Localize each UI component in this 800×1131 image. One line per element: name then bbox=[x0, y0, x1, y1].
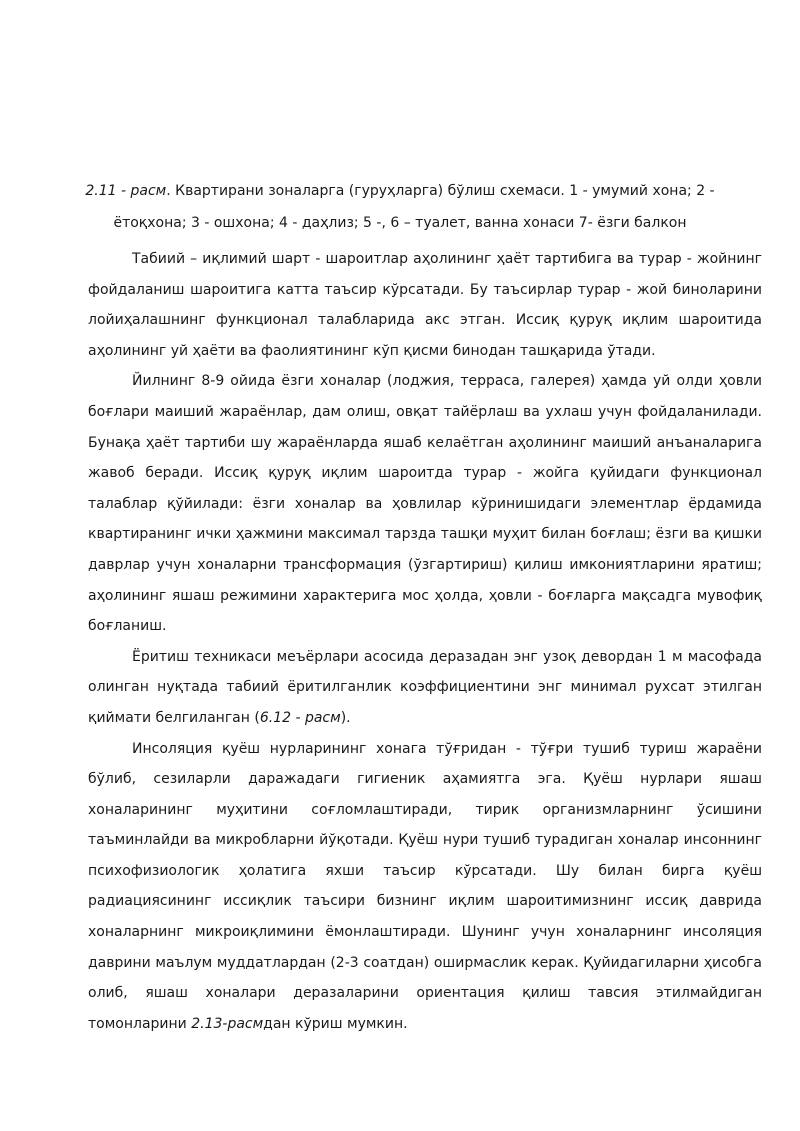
paragraph-lighting bbox=[88, 642, 762, 734]
figure-reference: 2.11 - расм bbox=[85, 183, 167, 199]
paragraph-summer-rooms: Йилнинг 8-9 ойида ёзги хоналар (лоджия, терраса, галерея) ҳамда уй олди ҳовли боғлари маиший жараёнлар, дам олиш, овқат тайёрлаш ва ухлаш учун фойдаланилади. Бунақа ҳаёт тартиби шу жараёнларда яшаб келаётган аҳолининг маиший анъаналарига жавоб беради. Иссиқ қуруқ иқлим шароитда турар - жойга қуйидаги функционал талаблар қўйилади: ёзги хоналар ва ҳовлилар кўринишидаги элементлар ёрдамида квартиранинг ички ҳажмини максимал тарзда ташқи муҳит билан боғлаш; ёзги ва қишки даврлар учун хоналарни трансформация (ўзгартириш) қилиш имкониятларини яратиш; аҳолининг яшаш режимини характерига мос ҳолда, ҳовли - боғларга мақсадга мувофиқ боғланиш. bbox=[88, 373, 762, 635]
lighting-text: Ёритиш техникаси меъёрлари асосида деразадан энг узоқ девордан 1 м масофада олинган нуқтада табиий ёритилганлик коэффициентини энг минимал рухсат этилган қиймати белгиланган ( bbox=[88, 648, 762, 726]
lighting-text-end: ). bbox=[340, 709, 351, 726]
figure-reference-6-12: 6.12 - расм bbox=[259, 709, 341, 726]
insolation-text-end: дан кўриш мумкин. bbox=[263, 1015, 408, 1032]
figure-reference-2-13: 2.13-расм bbox=[191, 1015, 264, 1032]
paragraph-insolation bbox=[88, 734, 762, 1040]
paragraph-climate: Табиий – иқлимий шарт - шароитлар аҳолининг ҳаёт тартибига ва турар - жойнинг фойдаланиш шароитига катта таъсир кўрсатади. Бу таъсирлар турар - жой биноларини лойиҳалашнинг функционал талабларида акс этган. Иссиқ қуруқ иқлим шароитида аҳолининг уй ҳаёти ва фаолиятининг кўп қисми бинодан ташқарида ўтади. bbox=[88, 251, 762, 359]
caption-text: . Квартирани зоналарга (гуруҳларга) бўлиш схемаси. 1 - умумий хона; 2 - ётоқхона; 3 - ошхона; 4 - даҳлиз; 5 -, 6 – туалет, ванна хонаси 7- ёзги балкон bbox=[113, 183, 715, 231]
figure-caption bbox=[62, 175, 738, 239]
body-text bbox=[88, 244, 762, 1039]
insolation-text: Инсоляция қуёш нурларининг хонага тўғридан - тўғри тушиб туриш жараёни бўлиб, сезиларли даражадаги гигиеник аҳамиятга эга. Қуёш нурлари яшаш хоналарининг муҳитини соғломлаштиради, тирик организмларнинг ўсишини таъминлайди ва микробларни йўқотади. Қуёш нури тушиб турадиган хоналар инсоннинг психофизиологик ҳолатига яхши таъсир кўрсатади. Шу билан бирга қуёш радиациясининг иссиқлик таъсири бизнинг иқлим шароитимизнинг иссиқ даврида хоналарнинг микроиқлимини ёмонлаштиради. Шунинг учун хоналарнинг инсоляция даврини маълум муддатлардан (2-3 соатдан) оширмаслик керак. Қуйидагиларни ҳисобга олиб, яшаш хоналари деразаларини ориентация қилиш тавсия этилмайдиган томонларини bbox=[88, 740, 762, 1032]
